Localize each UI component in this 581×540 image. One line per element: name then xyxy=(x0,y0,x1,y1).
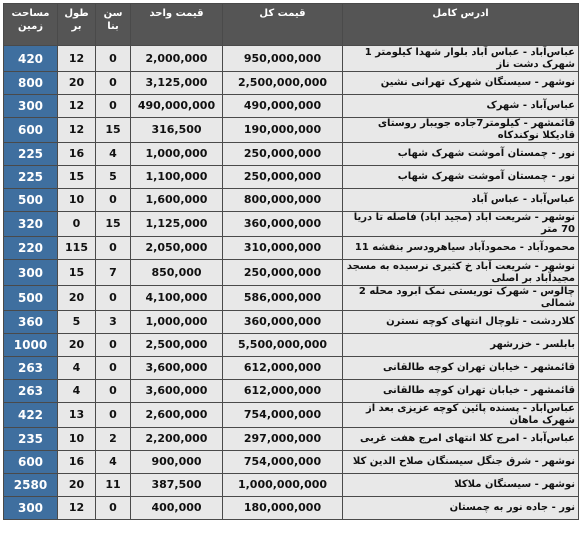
table-row xyxy=(4,311,579,334)
length-cell: 12 xyxy=(58,118,96,143)
age-cell: 0 xyxy=(96,95,131,118)
total-price-cell: 754,000,000 xyxy=(223,451,343,474)
table-row xyxy=(4,189,579,212)
total-price-cell: 250,000,000 xyxy=(223,260,343,286)
address-cell: عباس‌آباد - عباس آباد بلوار شهدا کیلومتر 1 شهرک دشت ناز xyxy=(343,46,579,72)
header-length-label: طول بر xyxy=(64,8,89,32)
header-total-price-label: قیمت کل xyxy=(259,8,306,19)
area-cell: 300 xyxy=(4,260,58,286)
table-row xyxy=(4,428,579,451)
total-price-cell: 360,000,000 xyxy=(223,311,343,334)
table-row xyxy=(4,212,579,237)
table-row xyxy=(4,357,579,380)
total-price-cell: 250,000,000 xyxy=(223,143,343,166)
address-cell: عباس‌آباد - شهرک xyxy=(343,95,579,118)
length-cell: 20 xyxy=(58,72,96,95)
unit-price-cell: 2,600,000 xyxy=(131,403,223,428)
total-price-cell: 754,000,000 xyxy=(223,403,343,428)
age-cell: 4 xyxy=(96,143,131,166)
area-cell: 360 xyxy=(4,311,58,334)
age-cell: 3 xyxy=(96,311,131,334)
address-cell: نوشهر - شرق جنگل سیسنگان صلاح الدین کلا xyxy=(343,451,579,474)
length-cell: 0 xyxy=(58,212,96,237)
unit-price-cell: 400,000 xyxy=(131,497,223,520)
unit-price-cell: 1,000,000 xyxy=(131,311,223,334)
table-row xyxy=(4,334,579,357)
unit-price-cell: 1,100,000 xyxy=(131,166,223,189)
address-cell: قائمشهر - خیابان تهران کوچه طالقانی xyxy=(343,357,579,380)
age-cell: 15 xyxy=(96,212,131,237)
header-address-label: ادرس کامل xyxy=(432,8,489,19)
table-row xyxy=(4,143,579,166)
unit-price-cell: 3,125,000 xyxy=(131,72,223,95)
age-cell: 0 xyxy=(96,286,131,311)
address-cell: محمودآباد - محمودآباد سیاهرودسر بنفشه 11 xyxy=(343,237,579,260)
area-cell: 263 xyxy=(4,357,58,380)
age-cell: 4 xyxy=(96,451,131,474)
age-cell: 15 xyxy=(96,118,131,143)
area-cell: 422 xyxy=(4,403,58,428)
table-row xyxy=(4,497,579,520)
unit-price-cell: 850,000 xyxy=(131,260,223,286)
table-row xyxy=(4,95,579,118)
length-cell: 20 xyxy=(58,286,96,311)
table-row xyxy=(4,286,579,311)
table-row xyxy=(4,260,579,286)
length-cell: 10 xyxy=(58,428,96,451)
property-listing-table xyxy=(3,3,579,520)
table-row xyxy=(4,451,579,474)
age-cell: 0 xyxy=(96,497,131,520)
address-cell: کلاردشت - تلوچال انتهای کوچه نسترن xyxy=(343,311,579,334)
area-cell: 225 xyxy=(4,143,58,166)
unit-price-cell: 2,500,000 xyxy=(131,334,223,357)
age-cell: 0 xyxy=(96,46,131,72)
age-cell: 0 xyxy=(96,380,131,403)
address-cell: عباس‌آباد - امرج کلا انتهای امرج هفت غربی xyxy=(343,428,579,451)
table-row xyxy=(4,166,579,189)
length-cell: 20 xyxy=(58,474,96,497)
address-cell: نوشهر - شریعت آباد خ کثیری نرسیده به مسجد مجیدآباد بر اصلی xyxy=(343,260,579,286)
age-cell: 0 xyxy=(96,334,131,357)
area-cell: 500 xyxy=(4,286,58,311)
total-price-cell: 490,000,000 xyxy=(223,95,343,118)
header-age xyxy=(96,4,131,46)
table-row xyxy=(4,118,579,143)
unit-price-cell: 1,125,000 xyxy=(131,212,223,237)
length-cell: 12 xyxy=(58,497,96,520)
total-price-cell: 250,000,000 xyxy=(223,166,343,189)
unit-price-cell: 2,200,000 xyxy=(131,428,223,451)
address-cell: نوشهر - شریعت آباد (مجید آباد) فاصله تا دریا 70 متر xyxy=(343,212,579,237)
area-cell: 263 xyxy=(4,380,58,403)
header-address xyxy=(343,4,579,46)
unit-price-cell: 2,050,000 xyxy=(131,237,223,260)
address-cell: عباس‌آباد - عباس آباد xyxy=(343,189,579,212)
area-cell: 800 xyxy=(4,72,58,95)
total-price-cell: 1,000,000,000 xyxy=(223,474,343,497)
address-cell: نوشهر - سیسنگان شهرک تهرانی نشین xyxy=(343,72,579,95)
total-price-cell: 2,500,000,000 xyxy=(223,72,343,95)
table-row xyxy=(4,474,579,497)
age-cell: 0 xyxy=(96,403,131,428)
unit-price-cell: 3,600,000 xyxy=(131,380,223,403)
unit-price-cell: 4,100,000 xyxy=(131,286,223,311)
total-price-cell: 310,000,000 xyxy=(223,237,343,260)
age-cell: 0 xyxy=(96,237,131,260)
unit-price-cell: 2,000,000 xyxy=(131,46,223,72)
age-cell: 0 xyxy=(96,357,131,380)
header-unit-price-label: قیمت واحد xyxy=(149,8,204,19)
address-cell: نور - جاده نور به چمستان xyxy=(343,497,579,520)
header-total-price xyxy=(223,4,343,46)
table-row xyxy=(4,237,579,260)
address-cell: نور - چمستان آموشت شهرک شهاب xyxy=(343,143,579,166)
unit-price-cell: 900,000 xyxy=(131,451,223,474)
length-cell: 15 xyxy=(58,260,96,286)
table-row xyxy=(4,403,579,428)
length-cell: 115 xyxy=(58,237,96,260)
area-cell: 2580 xyxy=(4,474,58,497)
header-row xyxy=(4,4,579,46)
age-cell: 0 xyxy=(96,189,131,212)
area-cell: 1000 xyxy=(4,334,58,357)
length-cell: 13 xyxy=(58,403,96,428)
unit-price-cell: 3,600,000 xyxy=(131,357,223,380)
total-price-cell: 612,000,000 xyxy=(223,357,343,380)
table-body xyxy=(4,46,579,520)
address-cell: قائمشهر - خیابان تهران کوچه طالقانی xyxy=(343,380,579,403)
total-price-cell: 950,000,000 xyxy=(223,46,343,72)
total-price-cell: 5,500,000,000 xyxy=(223,334,343,357)
total-price-cell: 586,000,000 xyxy=(223,286,343,311)
length-cell: 5 xyxy=(58,311,96,334)
total-price-cell: 800,000,000 xyxy=(223,189,343,212)
header-unit-price xyxy=(131,4,223,46)
area-cell: 320 xyxy=(4,212,58,237)
length-cell: 10 xyxy=(58,189,96,212)
area-cell: 220 xyxy=(4,237,58,260)
unit-price-cell: 490,000,000 xyxy=(131,95,223,118)
unit-price-cell: 316,500 xyxy=(131,118,223,143)
total-price-cell: 612,000,000 xyxy=(223,380,343,403)
area-cell: 235 xyxy=(4,428,58,451)
address-cell: عباس‌آباد - پسنده پائین کوچه عزیزی بعد از شهرک ماهان xyxy=(343,403,579,428)
header-area xyxy=(4,4,58,46)
listing-table-container xyxy=(3,3,578,520)
area-cell: 500 xyxy=(4,189,58,212)
age-cell: 11 xyxy=(96,474,131,497)
address-cell: بابلسر - خزرشهر xyxy=(343,334,579,357)
area-cell: 300 xyxy=(4,95,58,118)
total-price-cell: 190,000,000 xyxy=(223,118,343,143)
length-cell: 20 xyxy=(58,334,96,357)
address-cell: نوشهر - سیسنگان ملاکلا xyxy=(343,474,579,497)
area-cell: 600 xyxy=(4,451,58,474)
area-cell: 225 xyxy=(4,166,58,189)
table-row xyxy=(4,72,579,95)
length-cell: 12 xyxy=(58,95,96,118)
header-area-label: مساحت زمین xyxy=(11,8,50,32)
total-price-cell: 297,000,000 xyxy=(223,428,343,451)
unit-price-cell: 387,500 xyxy=(131,474,223,497)
address-cell: قائمشهر - کیلومتر7جاده جویبار روستای قادیکلا نوکندکاه xyxy=(343,118,579,143)
total-price-cell: 180,000,000 xyxy=(223,497,343,520)
length-cell: 12 xyxy=(58,46,96,72)
header-length xyxy=(58,4,96,46)
age-cell: 0 xyxy=(96,72,131,95)
table-row xyxy=(4,46,579,72)
area-cell: 300 xyxy=(4,497,58,520)
total-price-cell: 360,000,000 xyxy=(223,212,343,237)
table-row xyxy=(4,380,579,403)
age-cell: 5 xyxy=(96,166,131,189)
length-cell: 15 xyxy=(58,166,96,189)
length-cell: 16 xyxy=(58,143,96,166)
header-age-label: سن بنا xyxy=(103,8,123,32)
age-cell: 2 xyxy=(96,428,131,451)
length-cell: 4 xyxy=(58,380,96,403)
age-cell: 7 xyxy=(96,260,131,286)
unit-price-cell: 1,600,000 xyxy=(131,189,223,212)
address-cell: چالوس - شهرک توریستی نمک ابرود محله 2 شمالی xyxy=(343,286,579,311)
area-cell: 600 xyxy=(4,118,58,143)
unit-price-cell: 1,000,000 xyxy=(131,143,223,166)
address-cell: نور - چمستان آموشت شهرک شهاب xyxy=(343,166,579,189)
length-cell: 4 xyxy=(58,357,96,380)
area-cell: 420 xyxy=(4,46,58,72)
length-cell: 16 xyxy=(58,451,96,474)
